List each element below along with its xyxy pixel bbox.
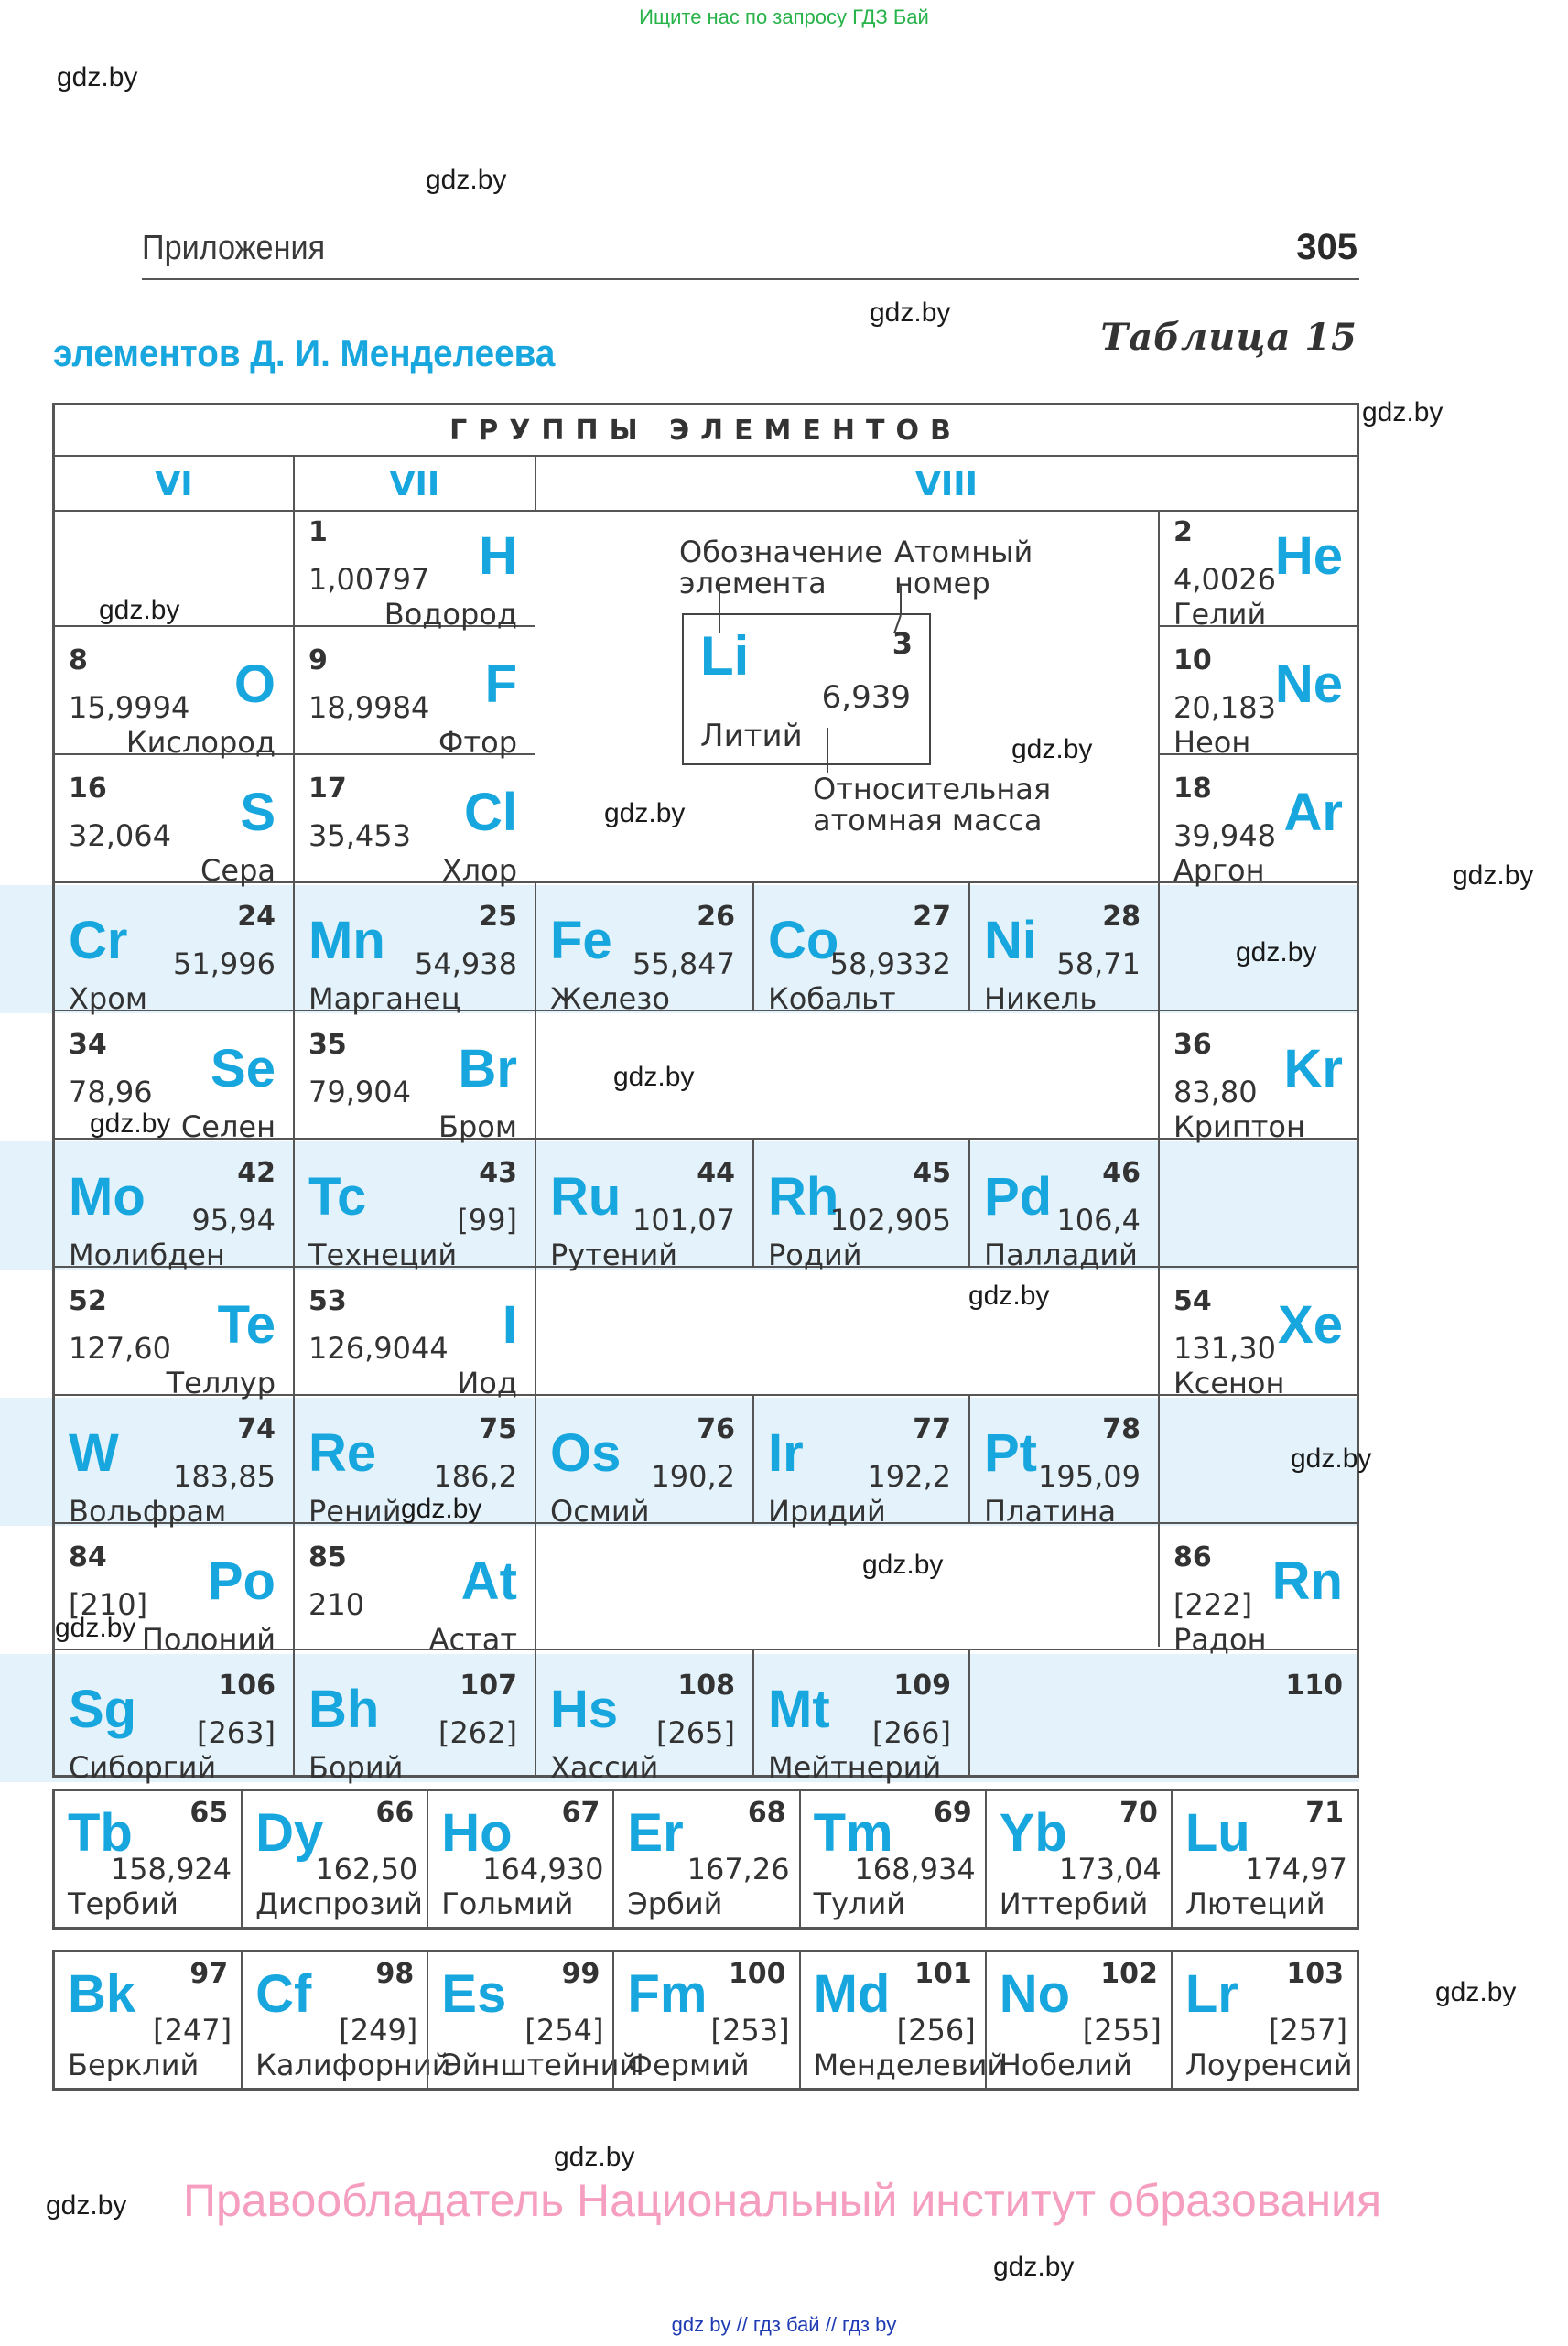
atomic-mass: 131,30 — [1173, 1331, 1276, 1366]
watermark: gdz.by — [1236, 937, 1317, 968]
group-heading: VI — [155, 466, 193, 503]
element-name: Радон — [1173, 1622, 1267, 1657]
legend-name: Литий — [700, 718, 803, 754]
atomic-number: 100 — [728, 1958, 786, 1990]
atomic-number: 53 — [308, 1285, 347, 1317]
element-cell-ir — [752, 1406, 968, 1532]
element-cell-md — [799, 1952, 1007, 2088]
element-name: Иод — [457, 1366, 517, 1400]
element-name: Платина — [984, 1494, 1117, 1529]
element-cell-no — [985, 1952, 1171, 2088]
atomic-mass: [263] — [196, 1715, 276, 1750]
element-cell-ho — [427, 1791, 612, 1927]
element-symbol: Cr — [69, 911, 128, 970]
atomic-number: 43 — [479, 1157, 517, 1189]
element-symbol: Sg — [69, 1680, 137, 1739]
atomic-number: 17 — [308, 773, 347, 805]
table-title: элементов Д. И. Менделеева — [53, 331, 556, 374]
atomic-number: 75 — [479, 1413, 517, 1445]
element-symbol: Tb — [68, 1803, 133, 1863]
element-name: Неон — [1173, 725, 1251, 760]
atomic-mass: 79,904 — [308, 1075, 411, 1109]
atomic-mass: 102,905 — [829, 1203, 951, 1238]
atomic-mass: 186,2 — [433, 1459, 517, 1494]
atomic-mass: 15,9994 — [69, 690, 190, 725]
element-cell-at — [292, 1534, 534, 1660]
element-cell-fe — [534, 893, 752, 1020]
element-cell-rn — [1157, 1534, 1359, 1660]
atomic-mass: [256] — [896, 2013, 976, 2048]
element-cell-lr — [1171, 1952, 1357, 2088]
element-symbol: Te — [217, 1295, 276, 1355]
element-name: Сиборгий — [69, 1750, 217, 1785]
atomic-number: 99 — [561, 1958, 600, 1990]
atomic-mass: [253] — [710, 2013, 790, 2048]
element-cell-yb — [985, 1791, 1171, 1927]
element-symbol: Mo — [69, 1167, 146, 1227]
element-symbol: Es — [441, 1964, 507, 2024]
page-number: 305 — [1296, 227, 1357, 267]
element-cell-hs — [534, 1662, 752, 1789]
element-name: Палладий — [984, 1238, 1138, 1272]
element-name: Ксенон — [1173, 1366, 1285, 1400]
element-cell-bk — [55, 1952, 241, 2088]
atomic-number: 35 — [308, 1029, 347, 1061]
element-name: Криптон — [1173, 1109, 1305, 1144]
atomic-number: 36 — [1173, 1029, 1212, 1061]
atomic-number: 102 — [1100, 1958, 1158, 1990]
element-cell-lu — [1171, 1791, 1357, 1927]
groups-header: ГРУППЫ ЭЛЕМЕНТОВ — [449, 415, 962, 447]
watermark: gdz.by — [1011, 734, 1093, 764]
element-cell-mt — [752, 1662, 968, 1789]
element-name: Селен — [180, 1109, 276, 1144]
atomic-number: 2 — [1173, 516, 1193, 548]
atomic-mass: 55,847 — [633, 946, 735, 981]
element-symbol: Fe — [550, 911, 612, 970]
element-symbol: F — [484, 654, 517, 714]
atomic-number: 101 — [914, 1958, 972, 1990]
element-name: Сера — [200, 853, 276, 888]
atomic-mass: 18,9984 — [308, 690, 430, 725]
atomic-number: 78 — [1102, 1413, 1141, 1445]
element-name: Кислород — [125, 725, 276, 760]
element-symbol: O — [233, 654, 276, 714]
atomic-mass: 168,934 — [854, 1852, 976, 1887]
atomic-mass: 4,0026 — [1173, 562, 1276, 597]
atomic-mass: 35,453 — [308, 818, 411, 853]
atomic-number: 54 — [1173, 1285, 1212, 1317]
atomic-mass: [265] — [655, 1715, 735, 1750]
atomic-mass: 54,938 — [415, 946, 517, 981]
element-symbol: Os — [550, 1423, 622, 1483]
element-name: Эрбий — [627, 1887, 723, 1921]
atomic-number: 9 — [308, 644, 328, 676]
element-symbol: Er — [627, 1803, 684, 1863]
element-name: Кобальт — [768, 981, 896, 1016]
element-name: Диспрозий — [255, 1887, 423, 1921]
atomic-number: 27 — [913, 901, 951, 933]
watermark: gdz.by — [1453, 860, 1534, 891]
watermark: gdz.by — [613, 1062, 695, 1092]
atomic-mass: [254] — [524, 2013, 604, 2048]
element-name: Аргон — [1173, 853, 1265, 888]
element-cell-cl — [292, 765, 534, 892]
atomic-mass: 20,183 — [1173, 690, 1276, 725]
element-name: Борий — [308, 1750, 404, 1785]
atomic-mass: 106,4 — [1056, 1203, 1141, 1238]
watermark: gdz.by — [554, 2142, 635, 2172]
atomic-number: 107 — [460, 1670, 517, 1702]
element-symbol: Rn — [1271, 1551, 1343, 1611]
atomic-number: 10 — [1173, 644, 1212, 676]
element-symbol: Ar — [1283, 783, 1343, 842]
element-cell-br — [292, 1022, 534, 1148]
element-name: Фтор — [438, 725, 517, 760]
element-name: Лоуренсий — [1184, 2048, 1353, 2082]
element-cell-f — [292, 637, 534, 763]
element-cell-mo — [52, 1150, 292, 1276]
atomic-mass: 183,85 — [173, 1459, 276, 1494]
running-header: Приложения — [142, 229, 326, 267]
element-symbol: Ho — [441, 1803, 513, 1863]
atomic-number: 18 — [1173, 773, 1212, 805]
atomic-number: 1 — [308, 516, 328, 548]
actinides-row — [52, 1950, 1359, 2091]
atomic-number: 44 — [697, 1157, 735, 1189]
element-symbol: Md — [813, 1964, 891, 2024]
legend-number: 3 — [892, 626, 913, 661]
element-cell-tc — [292, 1150, 534, 1276]
element-cell-w — [52, 1406, 292, 1532]
element-symbol: Ru — [550, 1167, 622, 1227]
atomic-number: 74 — [237, 1413, 276, 1445]
element-symbol: I — [502, 1295, 517, 1355]
element-symbol: Pd — [984, 1167, 1053, 1227]
element-symbol: Tc — [308, 1167, 367, 1227]
element-symbol: Yb — [999, 1803, 1067, 1863]
element-cell-ru — [534, 1150, 752, 1276]
element-name: Бром — [438, 1109, 517, 1144]
element-symbol: Lr — [1184, 1964, 1238, 2024]
element-symbol: Cf — [255, 1964, 312, 2024]
atomic-number: 65 — [189, 1797, 229, 1829]
element-cell-pd — [968, 1150, 1157, 1276]
element-name: Берклий — [68, 2048, 200, 2082]
element-name: Гольмий — [441, 1887, 574, 1921]
element-symbol: Tm — [813, 1803, 893, 1863]
watermark: gdz.by — [46, 2190, 127, 2221]
atomic-mass: 167,26 — [687, 1852, 790, 1887]
watermark: gdz.by — [1291, 1443, 1372, 1474]
atomic-number: 109 — [893, 1670, 951, 1702]
element-symbol: Bh — [308, 1680, 380, 1739]
atomic-mass: 126,9044 — [308, 1331, 449, 1366]
atomic-mass: 83,80 — [1173, 1075, 1258, 1109]
element-name: Никель — [984, 981, 1098, 1016]
atomic-mass: 39,948 — [1173, 818, 1276, 853]
atomic-number: 77 — [913, 1413, 951, 1445]
atomic-number: 45 — [913, 1157, 951, 1189]
element-cell-bh — [292, 1662, 534, 1789]
element-cell-os — [534, 1406, 752, 1532]
element-cell-te — [52, 1278, 292, 1404]
legend-label-number: Атомный номер — [894, 535, 1033, 600]
element-symbol: Lu — [1184, 1803, 1250, 1863]
element-cell-h — [292, 509, 534, 635]
atomic-mass: 127,60 — [69, 1331, 171, 1366]
atomic-mass: 173,04 — [1058, 1852, 1162, 1887]
atomic-mass: [210] — [69, 1587, 148, 1622]
element-cell-fm — [612, 1952, 798, 2088]
atomic-number: 76 — [697, 1413, 735, 1445]
element-name: Рений — [308, 1494, 402, 1529]
legend-symbol: Li — [700, 625, 750, 687]
atomic-mass: 164,930 — [482, 1852, 604, 1887]
atomic-mass: 95,94 — [191, 1203, 276, 1238]
element-cell-110 — [1157, 1662, 1359, 1789]
element-cell-tb — [55, 1791, 241, 1927]
element-symbol: Ni — [984, 911, 1037, 970]
atomic-number: 52 — [69, 1285, 107, 1317]
element-cell-cr — [52, 893, 292, 1020]
atomic-number: 71 — [1305, 1797, 1344, 1829]
atomic-number: 67 — [561, 1797, 600, 1829]
atomic-mass: 58,71 — [1056, 946, 1141, 981]
element-cell-kr — [1157, 1022, 1359, 1148]
watermark: gdz.by — [1362, 397, 1444, 427]
element-cell-s — [52, 765, 292, 892]
atomic-mass: [255] — [1082, 2013, 1162, 2048]
element-name: Железо — [550, 981, 670, 1016]
element-symbol: Bk — [68, 1964, 136, 2024]
watermark: gdz.by — [90, 1108, 171, 1139]
atomic-number: 25 — [479, 901, 517, 933]
element-name: Осмий — [550, 1494, 650, 1529]
copyright-notice: Правообладатель Национальный институт образования — [183, 2175, 1382, 2226]
atomic-mass: [247] — [153, 2013, 232, 2048]
atomic-number: 84 — [69, 1541, 107, 1573]
atomic-mass: [266] — [871, 1715, 951, 1750]
header-rule — [142, 278, 1359, 280]
atomic-number: 110 — [1285, 1670, 1343, 1702]
element-symbol: Xe — [1278, 1295, 1343, 1355]
group-heading: VIII — [914, 466, 979, 503]
element-cell-xe — [1157, 1278, 1359, 1404]
element-symbol: W — [69, 1423, 119, 1483]
element-cell-mn — [292, 893, 534, 1020]
element-cell-co — [752, 893, 968, 1020]
watermark: gdz.by — [862, 1550, 944, 1580]
atomic-number: 68 — [747, 1797, 786, 1829]
atomic-mass: 192,2 — [867, 1459, 951, 1494]
atomic-mass: 78,96 — [69, 1075, 153, 1109]
element-name: Иридий — [768, 1494, 886, 1529]
element-symbol: Se — [211, 1039, 276, 1098]
element-symbol: Pt — [984, 1423, 1037, 1483]
element-symbol: Fm — [627, 1964, 708, 2024]
element-symbol: Rh — [768, 1167, 839, 1227]
element-symbol: Ir — [768, 1423, 804, 1483]
atomic-mass: 174,97 — [1245, 1852, 1347, 1887]
element-cell-i — [292, 1278, 534, 1404]
atomic-mass: 158,924 — [110, 1852, 232, 1887]
group-heading: VII — [389, 466, 440, 503]
atomic-mass: [249] — [339, 2013, 418, 2048]
element-symbol: S — [240, 783, 276, 842]
element-symbol: Hs — [550, 1680, 619, 1739]
atomic-mass: 32,064 — [69, 818, 171, 853]
element-name: Нобелий — [999, 2048, 1132, 2082]
atomic-number: 34 — [69, 1029, 107, 1061]
atomic-number: 69 — [933, 1797, 972, 1829]
element-symbol: Dy — [255, 1803, 324, 1863]
atomic-number: 98 — [375, 1958, 415, 1990]
element-symbol: Po — [207, 1551, 276, 1611]
atomic-number: 106 — [218, 1670, 276, 1702]
element-name: Эйнштейний — [441, 2048, 639, 2082]
atomic-mass: 210 — [308, 1587, 365, 1622]
element-symbol: Re — [308, 1423, 377, 1483]
element-name: Лютеций — [1184, 1887, 1325, 1921]
element-cell-se — [52, 1022, 292, 1148]
atomic-mass: [262] — [438, 1715, 517, 1750]
atomic-number: 66 — [375, 1797, 415, 1829]
element-name: Марганец — [308, 981, 461, 1016]
element-name: Фермий — [627, 2048, 750, 2082]
element-name: Хассий — [550, 1750, 659, 1785]
element-symbol: No — [999, 1964, 1071, 2024]
watermark: gdz.by — [55, 1613, 136, 1643]
atomic-mass: 58,9332 — [829, 946, 951, 981]
atomic-number: 46 — [1102, 1157, 1141, 1189]
atomic-number: 108 — [677, 1670, 735, 1702]
watermark: gdz.by — [968, 1281, 1050, 1311]
element-symbol: Mn — [308, 911, 385, 970]
top-search-note: Ищите нас по запросу ГДЗ Бай — [639, 5, 929, 28]
atomic-number: 97 — [189, 1958, 229, 1990]
element-name: Тулий — [813, 1887, 906, 1921]
element-name: Теллур — [166, 1366, 276, 1400]
atomic-mass: 162,50 — [315, 1852, 418, 1887]
atomic-number: 85 — [308, 1541, 347, 1573]
element-name: Водород — [384, 597, 517, 632]
atomic-number: 70 — [1119, 1797, 1158, 1829]
legend-label-mass: Относительная атомная масса — [813, 772, 1052, 838]
watermark: gdz.by — [57, 62, 138, 92]
element-symbol: Co — [768, 911, 839, 970]
atomic-mass: [222] — [1173, 1587, 1253, 1622]
element-symbol: Br — [458, 1039, 517, 1098]
element-cell-es — [427, 1952, 639, 2088]
element-cell-ni — [968, 893, 1157, 1020]
element-cell-o — [52, 637, 292, 763]
element-symbol: Mt — [768, 1680, 830, 1739]
atomic-mass: 101,07 — [633, 1203, 735, 1238]
element-name: Менделевий — [813, 2048, 1007, 2082]
atomic-number: 16 — [69, 773, 107, 805]
element-name: Мейтнерий — [768, 1750, 942, 1785]
element-name: Молибден — [69, 1238, 225, 1272]
atomic-mass: [99] — [457, 1203, 517, 1238]
element-name: Гелий — [1173, 597, 1267, 632]
atomic-number: 8 — [69, 644, 88, 676]
atomic-mass: 51,996 — [173, 946, 276, 981]
element-name: Полоний — [141, 1622, 276, 1657]
element-symbol: Cl — [464, 783, 517, 842]
element-cell-rh — [752, 1150, 968, 1276]
table-label: Таблица 15 — [1100, 316, 1357, 359]
atomic-mass: [257] — [1268, 2013, 1347, 2048]
element-cell-pt — [968, 1406, 1157, 1532]
element-cell-cf — [241, 1952, 451, 2088]
footer-links: gdz by // гдз бай // гдз by — [671, 2313, 897, 2336]
legend-label-symbol: Обозначение элемента — [679, 535, 883, 600]
atomic-number: 26 — [697, 901, 735, 933]
element-name: Родий — [768, 1238, 862, 1272]
element-name: Рутений — [550, 1238, 678, 1272]
watermark: gdz.by — [993, 2252, 1075, 2282]
atomic-number: 24 — [237, 901, 276, 933]
atomic-mass: 1,00797 — [308, 562, 430, 597]
element-name: Калифорний — [255, 2048, 451, 2082]
watermark: gdz.by — [604, 798, 686, 828]
element-cell-ne — [1157, 637, 1359, 763]
watermark: gdz.by — [870, 297, 951, 328]
element-cell-dy — [241, 1791, 427, 1927]
element-cell-ar — [1157, 765, 1359, 892]
element-cell-er — [612, 1791, 798, 1927]
element-cell-sg — [52, 1662, 292, 1789]
watermark: gdz.by — [99, 595, 180, 625]
watermark: gdz.by — [1435, 1977, 1517, 2007]
atomic-mass: 195,09 — [1038, 1459, 1141, 1494]
element-symbol: He — [1274, 526, 1343, 586]
watermark: gdz.by — [401, 1494, 482, 1524]
element-name: Хром — [69, 981, 147, 1016]
element-name: Тербий — [68, 1887, 178, 1921]
element-symbol: H — [479, 526, 517, 586]
element-name: Иттербий — [999, 1887, 1149, 1921]
watermark: gdz.by — [426, 165, 507, 195]
element-name: Астат — [428, 1622, 517, 1657]
element-name: Хлор — [441, 853, 517, 888]
element-cell-tm — [799, 1791, 985, 1927]
element-name: Вольфрам — [69, 1494, 227, 1529]
element-symbol: Ne — [1274, 654, 1343, 714]
legend-mass: 6,939 — [821, 679, 911, 716]
element-symbol: At — [460, 1551, 517, 1611]
atomic-number: 42 — [237, 1157, 276, 1189]
atomic-number: 86 — [1173, 1541, 1212, 1573]
atomic-number: 103 — [1286, 1958, 1344, 1990]
atomic-mass: 190,2 — [651, 1459, 735, 1494]
lanthanides-row — [52, 1789, 1359, 1930]
atomic-number: 28 — [1102, 901, 1141, 933]
element-name: Технеций — [308, 1238, 458, 1272]
element-symbol: Kr — [1283, 1039, 1343, 1098]
element-cell-he — [1157, 509, 1359, 635]
